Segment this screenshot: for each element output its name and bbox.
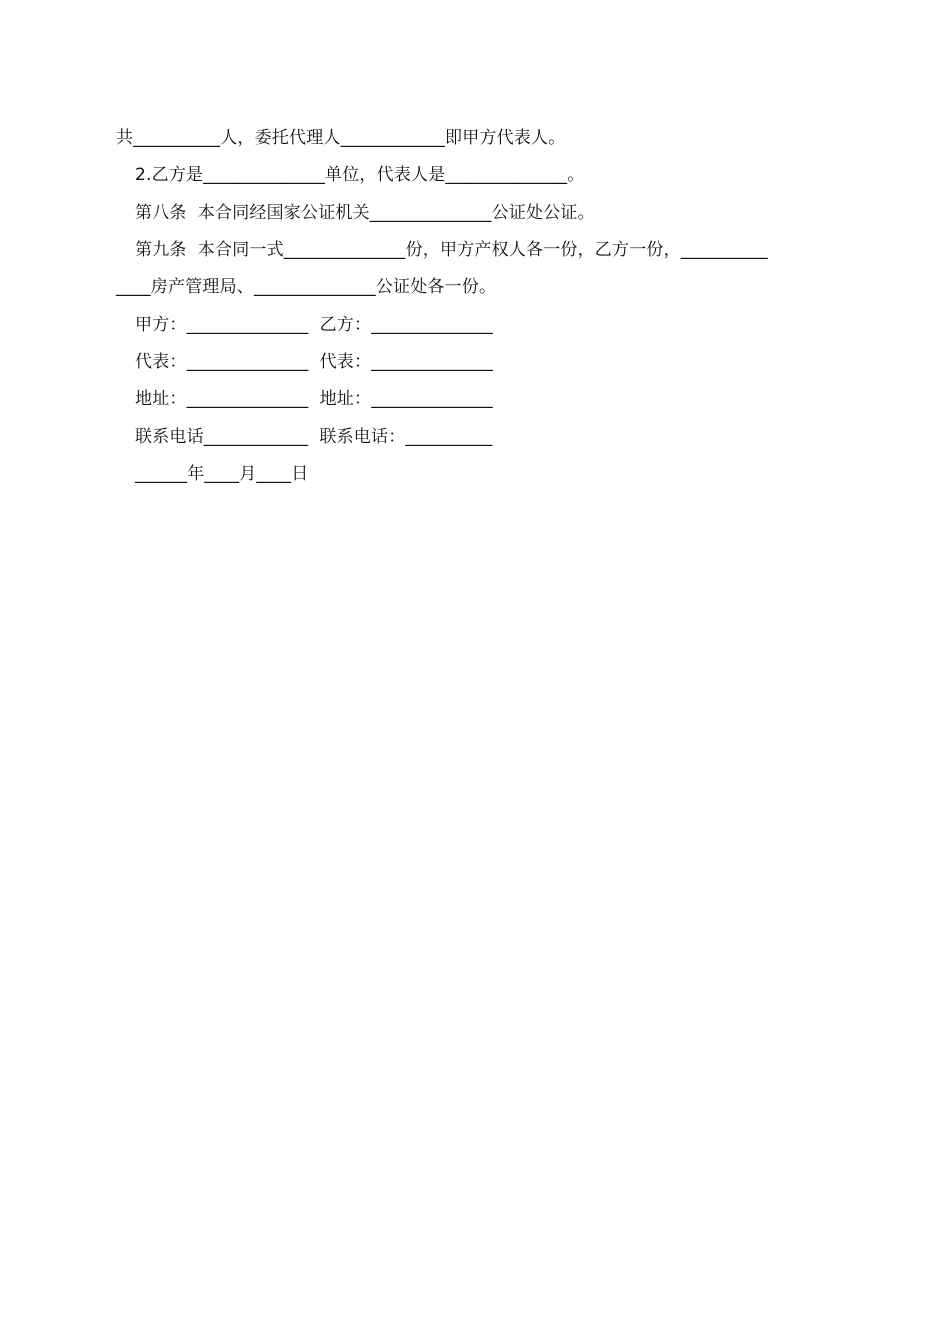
text-line-party-b: 2.乙方是______________单位，代表人是______________。 (135, 165, 585, 185)
signature-phone-line: 联系电话____________ 联系电话：__________ (135, 427, 493, 447)
text-line-article-9: 第九条 本合同一式______________份，甲方产权人各一份，乙方一份，__________ (135, 240, 768, 260)
signature-address-line: 地址：______________ 地址：______________ (135, 389, 494, 409)
signature-parties-line: 甲方：______________ 乙方：______________ (135, 315, 494, 335)
date-line: ______年____月____日 (135, 464, 309, 484)
text-line-article-9-cont: ____房产管理局、______________公证处各一份。 (116, 277, 497, 297)
signature-representatives-line: 代表：______________ 代表：______________ (135, 352, 494, 372)
text-line-article-8: 第八条 本合同经国家公证机关______________公证处公证。 (135, 203, 595, 223)
text-line-signatories: 共__________人，委托代理人____________即甲方代表人。 (116, 128, 566, 148)
